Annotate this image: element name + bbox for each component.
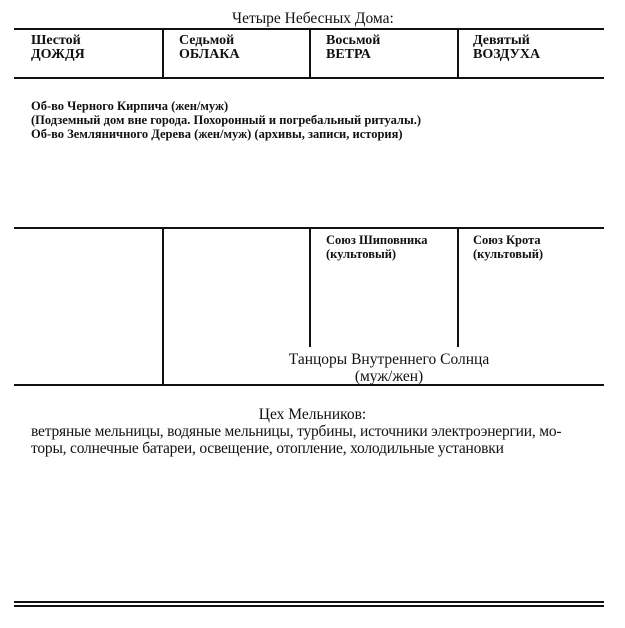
millers-line-1: ветряные мельницы, водяные мельницы, турбины, источники электроэнергии, мо- — [31, 423, 562, 440]
house-9-number: Девятый — [473, 33, 530, 48]
house-8-name: ВЕТРА — [326, 47, 371, 62]
house-divider-1 — [162, 28, 164, 78]
middle-divider-3 — [457, 227, 459, 347]
society-black-brick-note: (Подземный дом вне города. Похоронный и погребальный ритуалы.) — [31, 113, 421, 127]
union-mole-name: Союз Крота — [473, 233, 541, 247]
bottom-rule-2 — [14, 605, 604, 607]
dancers-name: Танцоры Внутреннего Солнца — [288, 351, 490, 368]
union-mole-kind: (культовый) — [473, 247, 544, 261]
middle-divider-2 — [309, 227, 311, 347]
house-divider-2 — [309, 28, 311, 78]
millers-line-2: торы, солнечные батареи, освещение, отопление, холодильные установки — [31, 440, 504, 457]
middle-divider-1 — [162, 227, 164, 385]
house-divider-3 — [457, 28, 459, 78]
bottom-rule-1 — [14, 601, 604, 603]
house-8-number: Восьмой — [326, 33, 381, 48]
diagram-title: Четыре Небесных Дома: — [232, 10, 394, 27]
society-black-brick: Об-во Черного Кирпича (жен/муж) — [31, 99, 229, 113]
millers-title: Цех Мельников: — [258, 406, 367, 423]
house-7-name: ОБЛАКА — [179, 47, 240, 62]
house-6-name: ДОЖДЯ — [31, 47, 85, 62]
house-7-number: Седьмой — [179, 33, 235, 48]
dancers-kind: (муж/жен) — [354, 368, 424, 385]
house-6-number: Шестой — [31, 33, 81, 48]
union-rosehip-name: Союз Шиповника — [326, 233, 428, 247]
society-strawberry-tree: Об-во Земляничного Дерева (жен/муж) (архивы, записи, история) — [31, 127, 403, 141]
houses-bottom-rule — [14, 77, 604, 79]
house-9-name: ВОЗДУХА — [473, 47, 541, 62]
union-rosehip-kind: (культовый) — [326, 247, 397, 261]
